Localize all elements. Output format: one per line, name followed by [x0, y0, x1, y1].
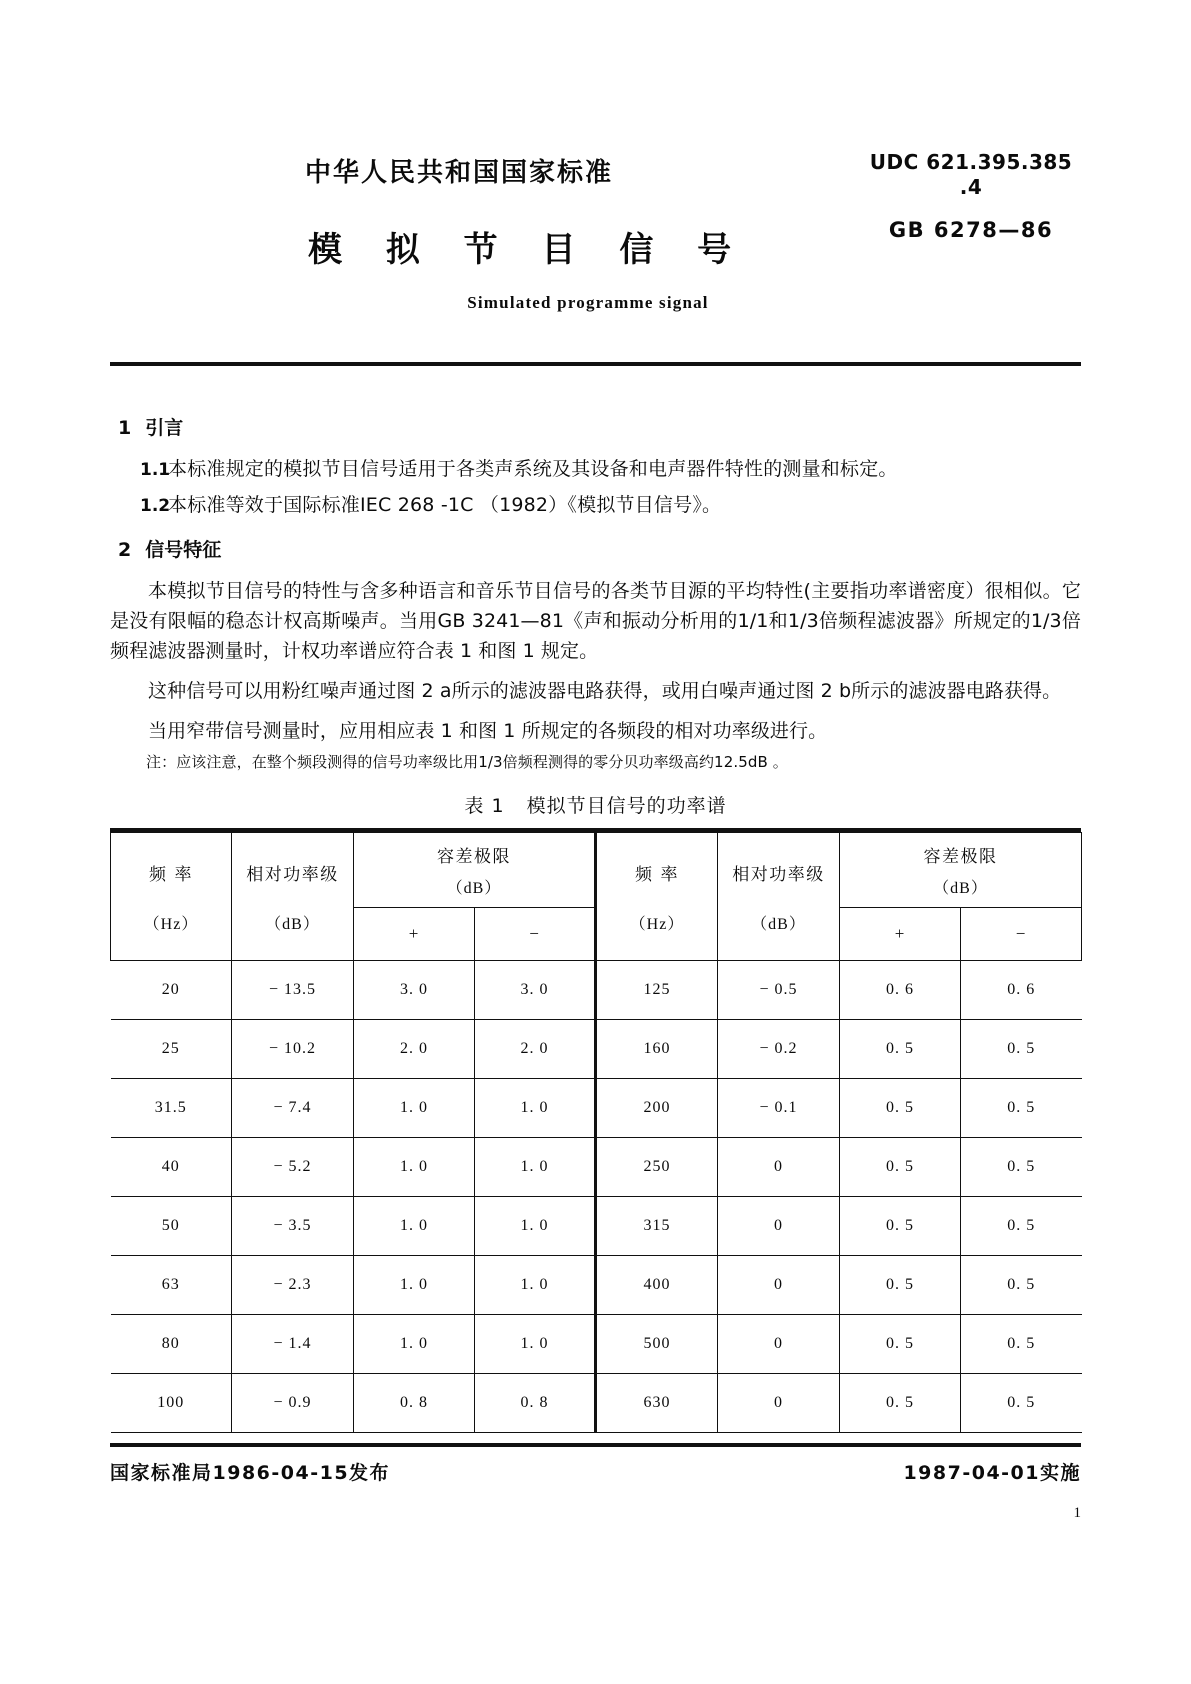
- cell-tolerance-left-minus: 1. 0: [475, 1138, 596, 1197]
- clause-1-2: [110, 490, 1081, 517]
- clause-1-1-text: 本标准规定的模拟节目信号适用于各类声系统及其设备和电声器件特性的测量和标定。: [168, 458, 898, 480]
- udc-code-line1: UDC 621.395.385: [869, 150, 1073, 174]
- cell-tolerance-right-minus: 0. 6: [961, 961, 1082, 1020]
- header-tolerance-left: [354, 833, 596, 908]
- cell-frequency-left: 100: [111, 1374, 232, 1433]
- cell-relpower-left: − 5.2: [232, 1138, 354, 1197]
- cell-tolerance-left-minus: 3. 0: [475, 961, 596, 1020]
- table-caption-number: 表 1: [464, 795, 505, 818]
- footer-effective-date: 1987-04-01实施: [903, 1462, 1081, 1484]
- header-tolerance-left-label: 容差极限: [437, 847, 511, 868]
- clause-1-2-text: 本标准等效于国际标准IEC 268 -1C （1982）《模拟节目信号》。: [168, 494, 722, 516]
- cell-relpower-right: 0: [718, 1138, 840, 1197]
- cell-frequency-right: 500: [596, 1315, 718, 1374]
- header-tolerance-right-minus: −: [961, 908, 1082, 961]
- header-divider-rule: [110, 362, 1081, 366]
- cell-relpower-right: 0: [718, 1374, 840, 1433]
- cell-tolerance-left-minus: 2. 0: [475, 1020, 596, 1079]
- cell-relpower-left: − 2.3: [232, 1256, 354, 1315]
- cell-tolerance-left-plus: 1. 0: [354, 1138, 475, 1197]
- cell-frequency-right: 200: [596, 1079, 718, 1138]
- standard-number: GB 6278—86: [888, 218, 1054, 242]
- udc-code: [861, 150, 1081, 200]
- cell-tolerance-right-plus: 0. 5: [840, 1374, 961, 1433]
- header-tolerance-right-plus: +: [840, 908, 961, 961]
- table-row: [111, 1138, 1082, 1197]
- cell-relpower-right: 0: [718, 1256, 840, 1315]
- header-tolerance-left-plus: +: [354, 908, 475, 961]
- cell-frequency-right: 400: [596, 1256, 718, 1315]
- table-head: [111, 833, 1082, 961]
- cell-tolerance-right-plus: 0. 6: [840, 961, 961, 1020]
- document-subtitle: Simulated programme signal: [467, 293, 709, 312]
- table-header-row-1: [111, 833, 1082, 908]
- table-row: [111, 1315, 1082, 1374]
- clause-1-1: [110, 454, 1081, 481]
- section-2-paragraph-1: 本模拟节目信号的特性与含多种语言和音乐节目信号的各类节目源的平均特性(主要指功率谱密度）很相似。它是没有限幅的稳态计权高斯噪声。当用GB 3241—81《声和振动分析用的1/1和1/3倍频程滤波器》所规定的1/3倍频程滤波器测量时，计权功率谱应符合表 1 和图 1 规定。: [110, 580, 1081, 663]
- table-body: [111, 961, 1082, 1433]
- cell-tolerance-left-plus: 1. 0: [354, 1315, 475, 1374]
- power-spectrum-table-wrapper: [110, 828, 1081, 1433]
- section-2-note: 注：应该注意，在整个频段测得的信号功率级比用1/3倍频程测得的零分贝功率级高约12.5dB 。: [146, 753, 788, 772]
- footer-divider-rule: [110, 1443, 1081, 1447]
- header-tolerance-right-label: 容差极限: [923, 847, 998, 868]
- cell-relpower-right: − 0.2: [718, 1020, 840, 1079]
- section-heading-2: [118, 535, 1081, 562]
- header-tolerance-right: [840, 833, 1082, 908]
- document-body: [110, 395, 1081, 1433]
- cell-relpower-left: − 0.9: [232, 1374, 354, 1433]
- cell-tolerance-right-minus: 0. 5: [961, 1020, 1082, 1079]
- cell-frequency-right: 630: [596, 1374, 718, 1433]
- clause-1-1-number: 1.1: [140, 460, 171, 480]
- section-heading-1: [118, 413, 1081, 440]
- cell-frequency-left: 25: [111, 1020, 232, 1079]
- cell-frequency-left: 80: [111, 1315, 232, 1374]
- cell-frequency-right: 125: [596, 961, 718, 1020]
- cell-frequency-left: 63: [111, 1256, 232, 1315]
- cell-frequency-left: 40: [111, 1138, 232, 1197]
- national-standard-label: 中华人民共和国国家标准: [305, 158, 614, 188]
- cell-tolerance-left-plus: 1. 0: [354, 1197, 475, 1256]
- header-frequency-left-unit: （Hz）: [143, 915, 199, 933]
- cell-tolerance-right-minus: 0. 5: [961, 1315, 1082, 1374]
- header-relpower-right: [718, 833, 840, 961]
- cell-frequency-right: 250: [596, 1138, 718, 1197]
- table-caption: [110, 791, 1081, 818]
- header-relpower-left-label: 相对功率级: [246, 864, 339, 885]
- cell-frequency-left: 31.5: [111, 1079, 232, 1138]
- header-tolerance-left-unit: （dB）: [446, 880, 502, 898]
- document-title: 模 拟 节 目 信 号: [308, 230, 748, 270]
- clause-1-2-number: 1.2: [140, 496, 171, 516]
- section-2-title: 信号特征: [145, 539, 222, 561]
- cell-tolerance-right-minus: 0. 5: [961, 1197, 1082, 1256]
- cell-tolerance-right-plus: 0. 5: [840, 1079, 961, 1138]
- header-relpower-right-label: 相对功率级: [732, 864, 825, 885]
- cell-frequency-right: 315: [596, 1197, 718, 1256]
- footer-issued-date: 国家标准局1986-04-15发布: [110, 1462, 391, 1484]
- cell-tolerance-left-plus: 1. 0: [354, 1256, 475, 1315]
- cell-tolerance-left-minus: 1. 0: [475, 1256, 596, 1315]
- section-2-paragraph-2: 这种信号可以用粉红噪声通过图 2 a所示的滤波器电路获得，或用白噪声通过图 2 b所示的滤波器电路获得。: [148, 680, 1062, 703]
- cell-relpower-right: − 0.1: [718, 1079, 840, 1138]
- cell-relpower-right: 0: [718, 1197, 840, 1256]
- header-frequency-left: [111, 833, 232, 961]
- cell-tolerance-left-plus: 0. 8: [354, 1374, 475, 1433]
- section-2-paragraph-3: 当用窄带信号测量时，应用相应表 1 和图 1 所规定的各频段的相对功率级进行。: [148, 720, 828, 743]
- table-row: [111, 1197, 1082, 1256]
- cell-tolerance-right-plus: 0. 5: [840, 1020, 961, 1079]
- cell-tolerance-right-minus: 0. 5: [961, 1374, 1082, 1433]
- cell-relpower-left: − 13.5: [232, 961, 354, 1020]
- cell-tolerance-left-minus: 1. 0: [475, 1315, 596, 1374]
- header-relpower-left-unit: （dB）: [265, 915, 320, 933]
- cell-relpower-left: − 7.4: [232, 1079, 354, 1138]
- cell-tolerance-left-minus: 1. 0: [475, 1079, 596, 1138]
- cell-tolerance-right-plus: 0. 5: [840, 1197, 961, 1256]
- cell-relpower-right: − 0.5: [718, 961, 840, 1020]
- document-footer: [110, 1458, 1081, 1485]
- cell-tolerance-right-minus: 0. 5: [961, 1256, 1082, 1315]
- cell-tolerance-left-minus: 1. 0: [475, 1197, 596, 1256]
- cell-tolerance-left-plus: 1. 0: [354, 1079, 475, 1138]
- header-frequency-right: [596, 833, 718, 961]
- cell-tolerance-right-plus: 0. 5: [840, 1138, 961, 1197]
- cell-tolerance-right-plus: 0. 5: [840, 1256, 961, 1315]
- cell-tolerance-left-plus: 3. 0: [354, 961, 475, 1020]
- power-spectrum-table: [110, 832, 1082, 1433]
- table-caption-text: 模拟节目信号的功率谱: [526, 795, 727, 818]
- table-row: [111, 1374, 1082, 1433]
- cell-tolerance-right-plus: 0. 5: [840, 1315, 961, 1374]
- cell-frequency-right: 160: [596, 1020, 718, 1079]
- cell-tolerance-left-minus: 0. 8: [475, 1374, 596, 1433]
- section-1-title: 引言: [145, 417, 184, 439]
- section-1-number: 1: [118, 417, 132, 439]
- cell-relpower-left: − 3.5: [232, 1197, 354, 1256]
- cell-relpower-left: − 1.4: [232, 1315, 354, 1374]
- table-row: [111, 1256, 1082, 1315]
- header-frequency-right-label: 频 率: [635, 864, 679, 885]
- cell-tolerance-right-minus: 0. 5: [961, 1079, 1082, 1138]
- cell-frequency-left: 50: [111, 1197, 232, 1256]
- header-tolerance-right-unit: （dB）: [933, 880, 988, 898]
- header-relpower-right-unit: （dB）: [751, 915, 806, 933]
- table-row: [111, 961, 1082, 1020]
- document-masthead: [110, 0, 1081, 350]
- cell-tolerance-right-minus: 0. 5: [961, 1138, 1082, 1197]
- header-tolerance-left-minus: −: [475, 908, 596, 961]
- cell-frequency-left: 20: [111, 961, 232, 1020]
- cell-tolerance-left-plus: 2. 0: [354, 1020, 475, 1079]
- cell-relpower-left: − 10.2: [232, 1020, 354, 1079]
- table-row: [111, 1020, 1082, 1079]
- header-frequency-right-unit: （Hz）: [629, 915, 685, 933]
- page-number: 1: [1073, 1505, 1081, 1521]
- header-relpower-left: [232, 833, 354, 961]
- cell-relpower-right: 0: [718, 1315, 840, 1374]
- table-row: [111, 1079, 1082, 1138]
- udc-code-line2: .4: [959, 175, 983, 199]
- header-frequency-left-label: 频 率: [149, 864, 193, 885]
- section-2-number: 2: [118, 539, 132, 561]
